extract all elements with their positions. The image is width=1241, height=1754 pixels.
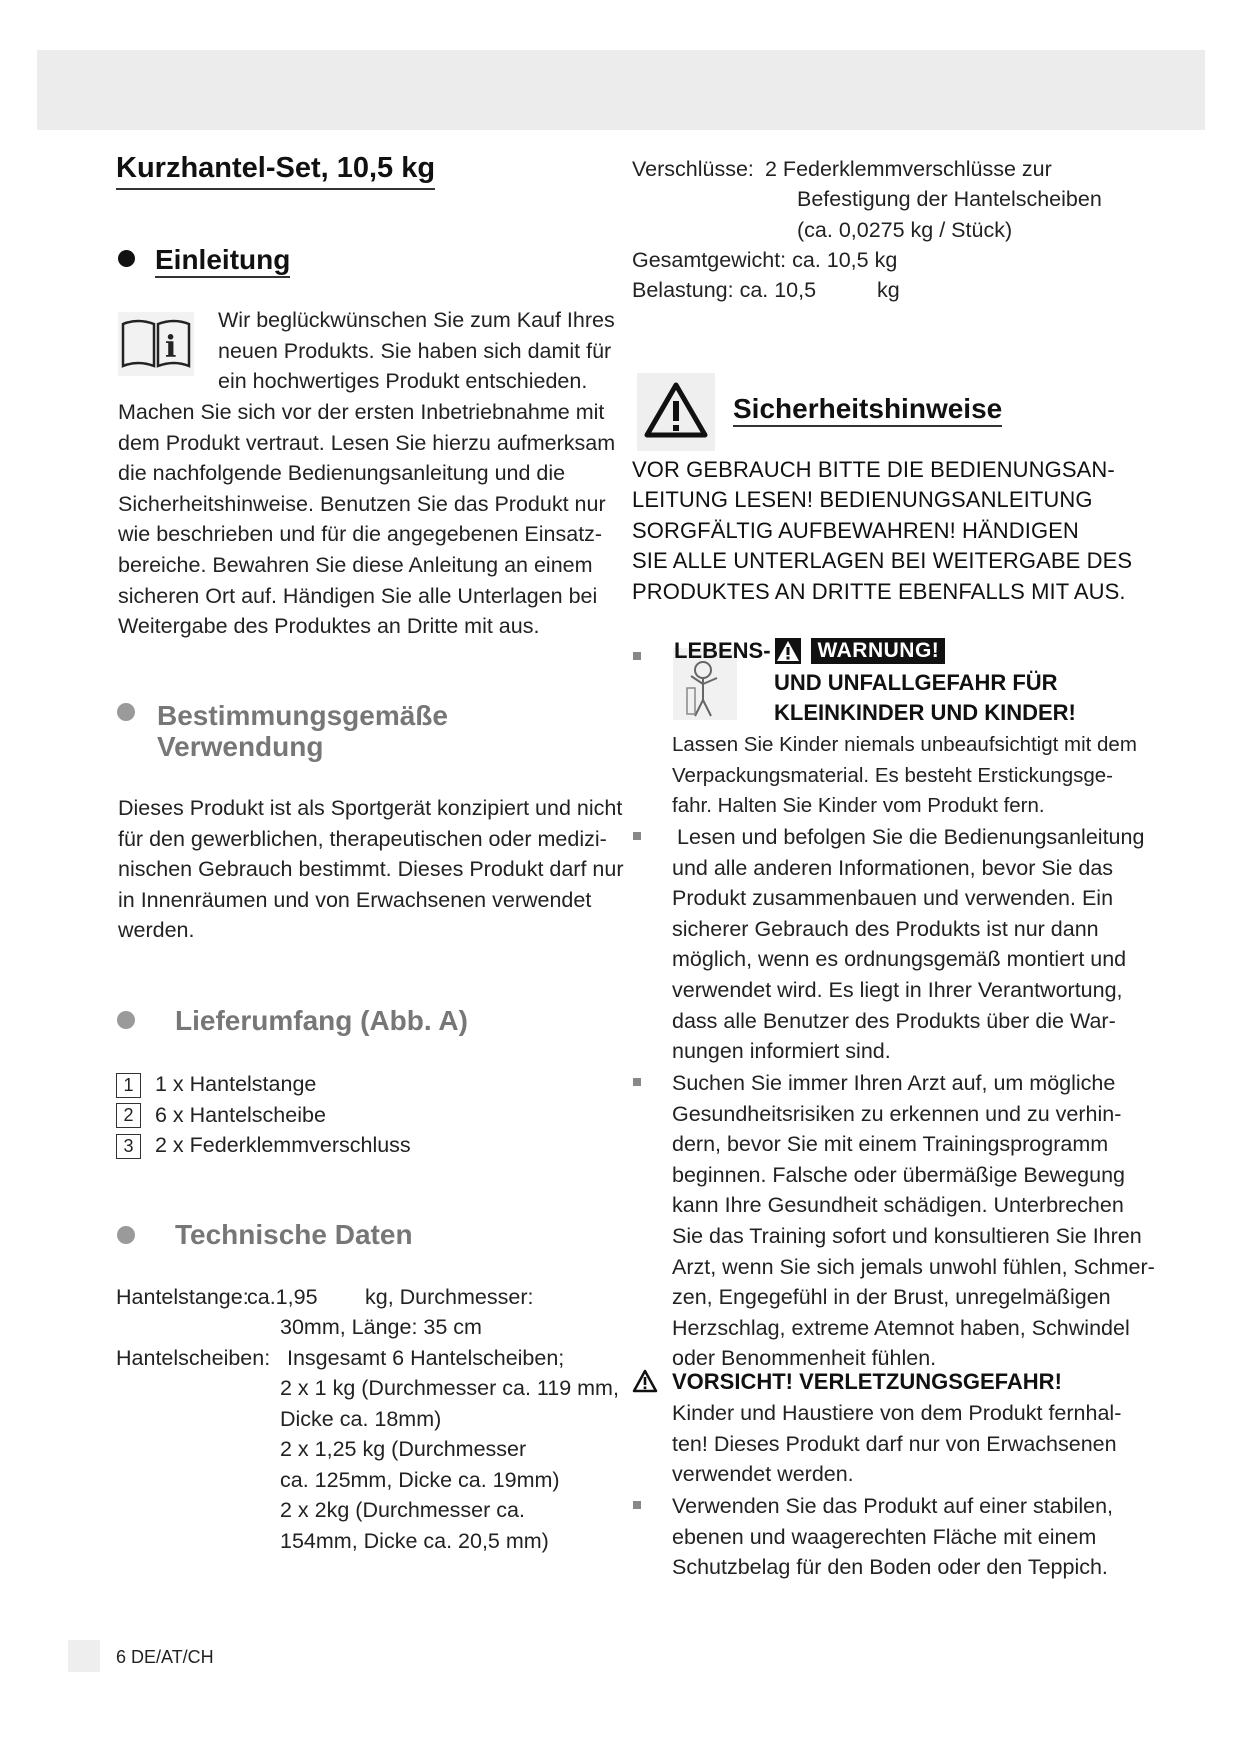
item-text: 1 x Hantelstange — [155, 1072, 317, 1096]
arzt-text — [672, 1068, 1155, 1374]
spec-line: 2 x 1 kg (Durchmesser ca. 119 mm, — [280, 1376, 619, 1400]
spec-hantelscheiben-rest — [280, 1373, 619, 1557]
body-line: zen, Engegefühl in der Brust, unregelmäßigen — [672, 1285, 1111, 1310]
body-line: dern, bevor Sie mit einem Trainingsprogramm — [672, 1132, 1109, 1157]
body-line: Produkt zusammenbauen und verwenden. Ein — [672, 886, 1114, 911]
section-bullet-verwendung — [117, 703, 135, 721]
book-info-icon — [118, 312, 194, 376]
spec-line: 2 x 2kg (Durchmesser ca. — [280, 1498, 525, 1523]
intro-line: Wir beglückwünschen Sie zum Kauf Ihres — [218, 308, 615, 332]
info-icon-box — [118, 312, 194, 376]
caps-line: LEITUNG LESEN! BEDIENUNGSANLEITUNG — [632, 487, 1093, 513]
document-title: Kurzhantel-Set, 10,5 kg — [116, 150, 435, 190]
item-number-box: 3 — [116, 1134, 141, 1159]
spec-line: Befestigung der Hantelscheiben — [797, 187, 1102, 211]
body-line: Weitergabe des Produktes an Dritte mit aus. — [118, 614, 540, 639]
body-line: kann Ihre Gesundheit schädigen. Unterbrechen — [672, 1193, 1124, 1218]
body-line: Sicherheitshinweise. Benutzen Sie das Produkt nur — [118, 491, 606, 516]
item-text: 2 x Federklemmverschluss — [155, 1133, 411, 1158]
spec-line: (ca. 0,0275 kg / Stück) — [797, 217, 1013, 242]
spec-verschluesse-label: Verschlüsse: — [632, 157, 754, 181]
body-line: Lassen Sie Kinder niemals unbeaufsichtigt mit dem — [672, 733, 1137, 756]
body-line: Schutzbelag für den Boden oder den Teppich. — [672, 1555, 1108, 1580]
heading-verwendung — [157, 700, 448, 732]
unfallgefahr-line: UND UNFALLGEFAHR FÜR — [774, 670, 1058, 695]
page-number: 6 DE/AT/CH — [116, 1647, 214, 1667]
body-line: fahr. Halten Sie Kinder vom Produkt fern. — [672, 794, 1045, 818]
body-line: ebenen und waagerechten Fläche mit einem — [672, 1524, 1097, 1549]
heading-einleitung — [155, 244, 290, 276]
body-line: beginnen. Falsche oder übermäßige Bewegung — [672, 1162, 1125, 1187]
section-bullet-lieferumfang — [117, 1011, 135, 1029]
spec-hantelscheiben-line: Insgesamt 6 Hantelscheiben; — [287, 1346, 565, 1370]
warning-icon-box — [637, 373, 715, 451]
spec-gesamtgewicht: Gesamtgewicht: ca. 10,5 kg — [632, 248, 898, 272]
body-line: Kinder und Haustiere von dem Produkt fernhal- — [672, 1401, 1122, 1425]
spec-line: ca. 125mm, Dicke ca. 19mm) — [280, 1467, 560, 1492]
body-line: möglich, wenn es ordnungsgemäß montiert und — [672, 947, 1127, 972]
vorsicht-heading: VORSICHT! VERLETZUNGSGEFAHR! — [672, 1369, 1062, 1394]
caution-triangle-icon — [632, 1369, 658, 1393]
lesen-text — [672, 822, 1144, 1067]
body-line: die nachfolgende Bedienungsanleitung und die — [118, 461, 566, 486]
section-bullet-technische-daten — [117, 1226, 135, 1244]
einleitung-body — [118, 397, 615, 642]
spec-verschluesse-line: 2 Federklemmverschlüsse zur — [765, 157, 1052, 181]
heading-einleitung-text: Einleitung — [155, 244, 290, 278]
body-line: und alle anderen Informationen, bevor Sie das — [672, 855, 1114, 880]
body-line: bereiche. Bewahren Sie diese Anleitung an einem — [118, 552, 593, 577]
spec-hantelstange-line2: 30mm, Länge: 35 cm — [280, 1315, 482, 1339]
lebens-label: LEBENS- — [674, 638, 771, 663]
stabil-text — [672, 1491, 1113, 1583]
list-item — [116, 1100, 411, 1131]
body-line: ten! Dieses Produkt darf nur von Erwachsenen — [672, 1431, 1117, 1456]
spec-line: 154mm, Dicke ca. 20,5 mm) — [280, 1528, 549, 1553]
heading-technische-daten: Technische Daten — [175, 1219, 413, 1250]
caps-line: PRODUKTES AN DRITTE EBENFALLS MIT AUS. — [632, 578, 1126, 604]
body-line: Arzt, wenn Sie sich jemals unwohl fühlen, Schmer- — [672, 1254, 1155, 1279]
body-line: Verwenden Sie das Produkt auf einer stabilen, — [672, 1494, 1114, 1518]
bullet-square — [633, 1078, 641, 1086]
unfallgefahr-heading — [774, 668, 1076, 728]
body-line: verwendet wird. Es liegt in Ihrer Verantwortung, — [672, 977, 1123, 1002]
body-line: verwendet werden. — [672, 1462, 854, 1487]
body-line: in Innenräumen und von Erwachsenen verwendet — [118, 887, 592, 912]
list-item — [116, 1130, 411, 1161]
unfallgefahr-line: KLEINKINDER UND KINDER! — [774, 700, 1076, 725]
bullet-square — [633, 1501, 641, 1509]
item-number-box: 1 — [116, 1073, 141, 1098]
body-line: Gesundheitsrisiken zu erkennen und zu verhin- — [672, 1101, 1122, 1126]
svg-text:i: i — [165, 330, 177, 365]
warnung-badges — [775, 638, 945, 664]
spec-belastung-unit: kg — [877, 278, 900, 302]
body-line: sicherer Gebrauch des Produkts ist nur dann — [672, 916, 1099, 941]
body-line: dem Produkt vertraut. Lesen Sie hierzu aufmerksam — [118, 430, 616, 455]
body-line: Dieses Produkt ist als Sportgerät konzipiert und nicht — [118, 796, 623, 820]
body-line: Suchen Sie immer Ihren Arzt auf, um mögliche — [672, 1071, 1116, 1095]
spec-belastung: Belastung: ca. 10,5 — [632, 278, 817, 302]
intro-line: ein hochwertiges Produkt entschieden. — [218, 369, 588, 394]
caps-line: SIE ALLE UNTERLAGEN BEI WEITERGABE DES — [632, 548, 1133, 574]
body-line: sicheren Ort auf. Händigen Sie alle Unterlagen bei — [118, 583, 598, 608]
body-line: dass alle Benutzer des Produkts über die War- — [672, 1008, 1116, 1033]
warning-triangle-small-icon — [775, 638, 801, 664]
item-text: 6 x Hantelscheibe — [155, 1102, 326, 1127]
intro-line: neuen Produkts. Sie haben sich damit für — [218, 338, 612, 363]
kinder-text — [672, 730, 1137, 822]
verwendung-body — [118, 793, 623, 946]
spec-line: 2 x 1,25 kg (Durchmesser — [280, 1437, 527, 1462]
spec-line: Dicke ca. 18mm) — [280, 1406, 442, 1431]
intro-text — [218, 305, 615, 397]
spec-hantelscheiben-label: Hantelscheiben: — [116, 1346, 271, 1370]
footer-marker — [68, 1640, 100, 1672]
list-item — [116, 1069, 411, 1100]
body-line: nungen informiert sind. — [672, 1039, 891, 1064]
spec-hantelstange-label: Hantelstange: — [116, 1285, 249, 1309]
item-number-box: 2 — [116, 1103, 141, 1128]
body-line: Lesen und befolgen Sie die Bedienungsanleitung — [677, 825, 1145, 849]
heading-sicherheitshinweise — [733, 393, 1002, 425]
body-line: nischen Gebrauch bestimmt. Dieses Produkt darf nur — [118, 857, 624, 882]
warning-triangle-icon — [637, 373, 715, 451]
bullet-square — [633, 652, 641, 660]
safety-caps-notice — [632, 455, 1132, 607]
spec-hantelstange-unit: kg, Durchmesser: — [365, 1285, 534, 1309]
heading-verwendung-2 — [157, 731, 323, 763]
spec-hantelstange-value: ca.1,95 — [247, 1285, 318, 1309]
caps-line: SORGFÄLTIG AUFBEWAHREN! HÄNDIGEN — [632, 517, 1079, 543]
body-line: oder Benommenheit fühlen. — [672, 1346, 937, 1371]
section-bullet-einleitung — [118, 250, 135, 267]
warnung-badge: WARNUNG! — [811, 638, 945, 664]
body-line: Verpackungsmaterial. Es besteht Erstickungsge- — [672, 763, 1113, 787]
body-line: für den gewerblichen, therapeutischen oder medizi- — [118, 826, 607, 851]
body-line: Herzschlag, extreme Atemnot haben, Schwindel — [672, 1315, 1130, 1340]
caps-line: VOR GEBRAUCH BITTE DIE BEDIENUNGSAN- — [632, 457, 1115, 482]
vorsicht-text — [672, 1398, 1121, 1490]
bullet-square — [633, 832, 641, 840]
heading-sicherheitshinweise-text: Sicherheitshinweise — [733, 393, 1002, 427]
spec-verschluesse-rest — [797, 184, 1102, 245]
lieferumfang-list — [116, 1069, 411, 1161]
body-line: werden. — [118, 918, 195, 943]
heading-lieferumfang: Lieferumfang (Abb. A) — [175, 1005, 468, 1036]
heading-verwendung-line1: Bestimmungsgemäße — [157, 700, 448, 731]
header-band — [37, 50, 1205, 130]
body-line: Machen Sie sich vor der ersten Inbetriebnahme mit — [118, 400, 605, 424]
body-line: wie beschrieben und für die angegebenen Einsatz- — [118, 522, 603, 547]
body-line: Sie das Training sofort und konsultieren Sie Ihren — [672, 1223, 1142, 1248]
heading-verwendung-line2: Verwendung — [157, 731, 324, 762]
